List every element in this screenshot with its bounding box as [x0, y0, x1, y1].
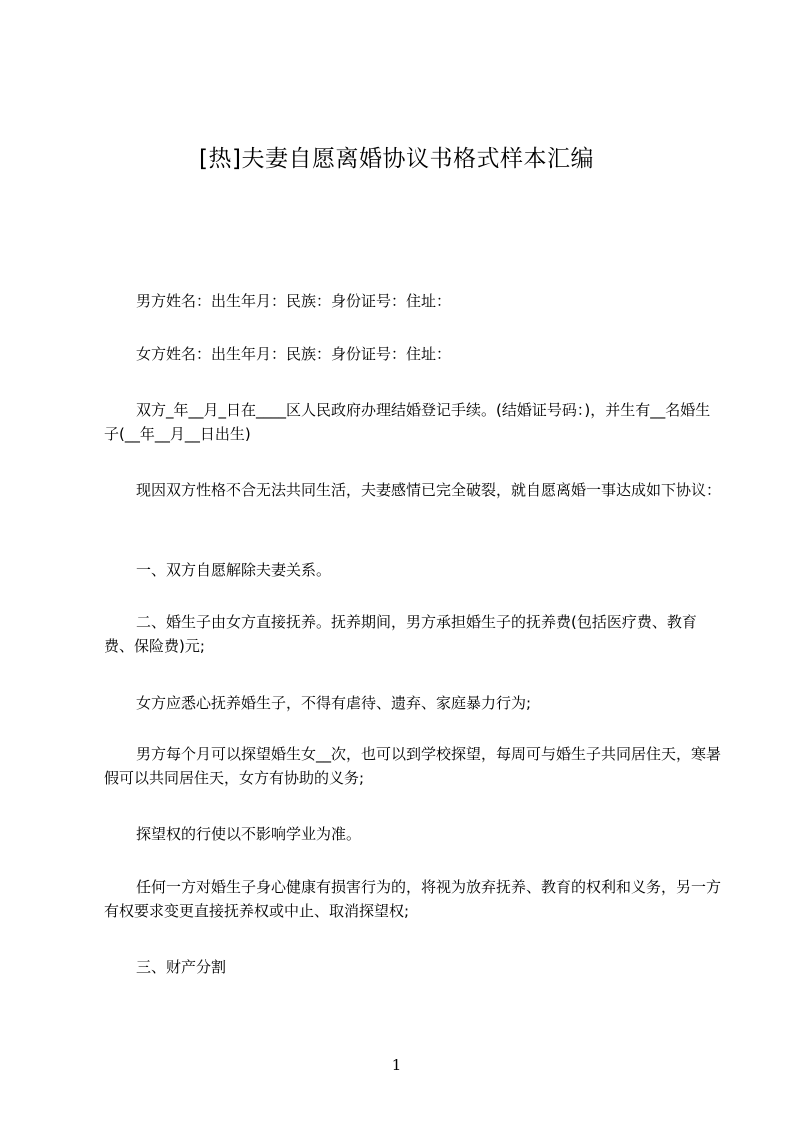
paragraph-female-party-info: 女方姓名：出生年月：民族：身份证号：住址：: [136, 345, 452, 363]
paragraph-custody-change: 任何一方对婚生子身心健康有损害行为的，将视为放弃抚养、教育的权利和义务，另一方有权要求变更直接抚养权或中止、取消探望权;: [104, 878, 722, 920]
paragraph-male-party-info: 男方姓名：出生年月：民族：身份证号：住址：: [136, 292, 452, 310]
paragraph-clause-2: 二、婚生子由女方直接抚养。抚养期间，男方承担婚生子的抚养费(包括医疗费、教育费、保险费)元;: [104, 613, 697, 655]
paragraph-clause-1: 一、双方自愿解除夫妻关系。: [136, 561, 332, 579]
paragraph-marriage-registration: 双方_年__月_日在____区人民政府办理结婚登记手续。(结婚证号码：)，并生有__名婚生子(__年__月__日出生): [104, 401, 711, 443]
paragraph-divorce-reason: 现因双方性格不合无法共同生活，夫妻感情已完全破裂，就自愿离婚一事达成如下协议：: [136, 481, 722, 499]
paragraph-visitation: 男方每个月可以探望婚生女__次，也可以到学校探望，每周可与婚生子共同居住天，寒暑假可以共同居住天，女方有协助的义务;: [104, 745, 722, 787]
paragraph-visitation-limit: 探望权的行使以不影响学业为准。: [136, 825, 362, 843]
paragraph-custody-duty: 女方应悉心抚养婚生子，不得有虐待、遗弃、家庭暴力行为;: [136, 694, 532, 712]
page-number: 1: [391, 1056, 402, 1074]
paragraph-clause-3: 三、财产分割: [136, 958, 227, 976]
document-title: [热]夫妻自愿离婚协议书格式样本汇编: [199, 146, 594, 172]
